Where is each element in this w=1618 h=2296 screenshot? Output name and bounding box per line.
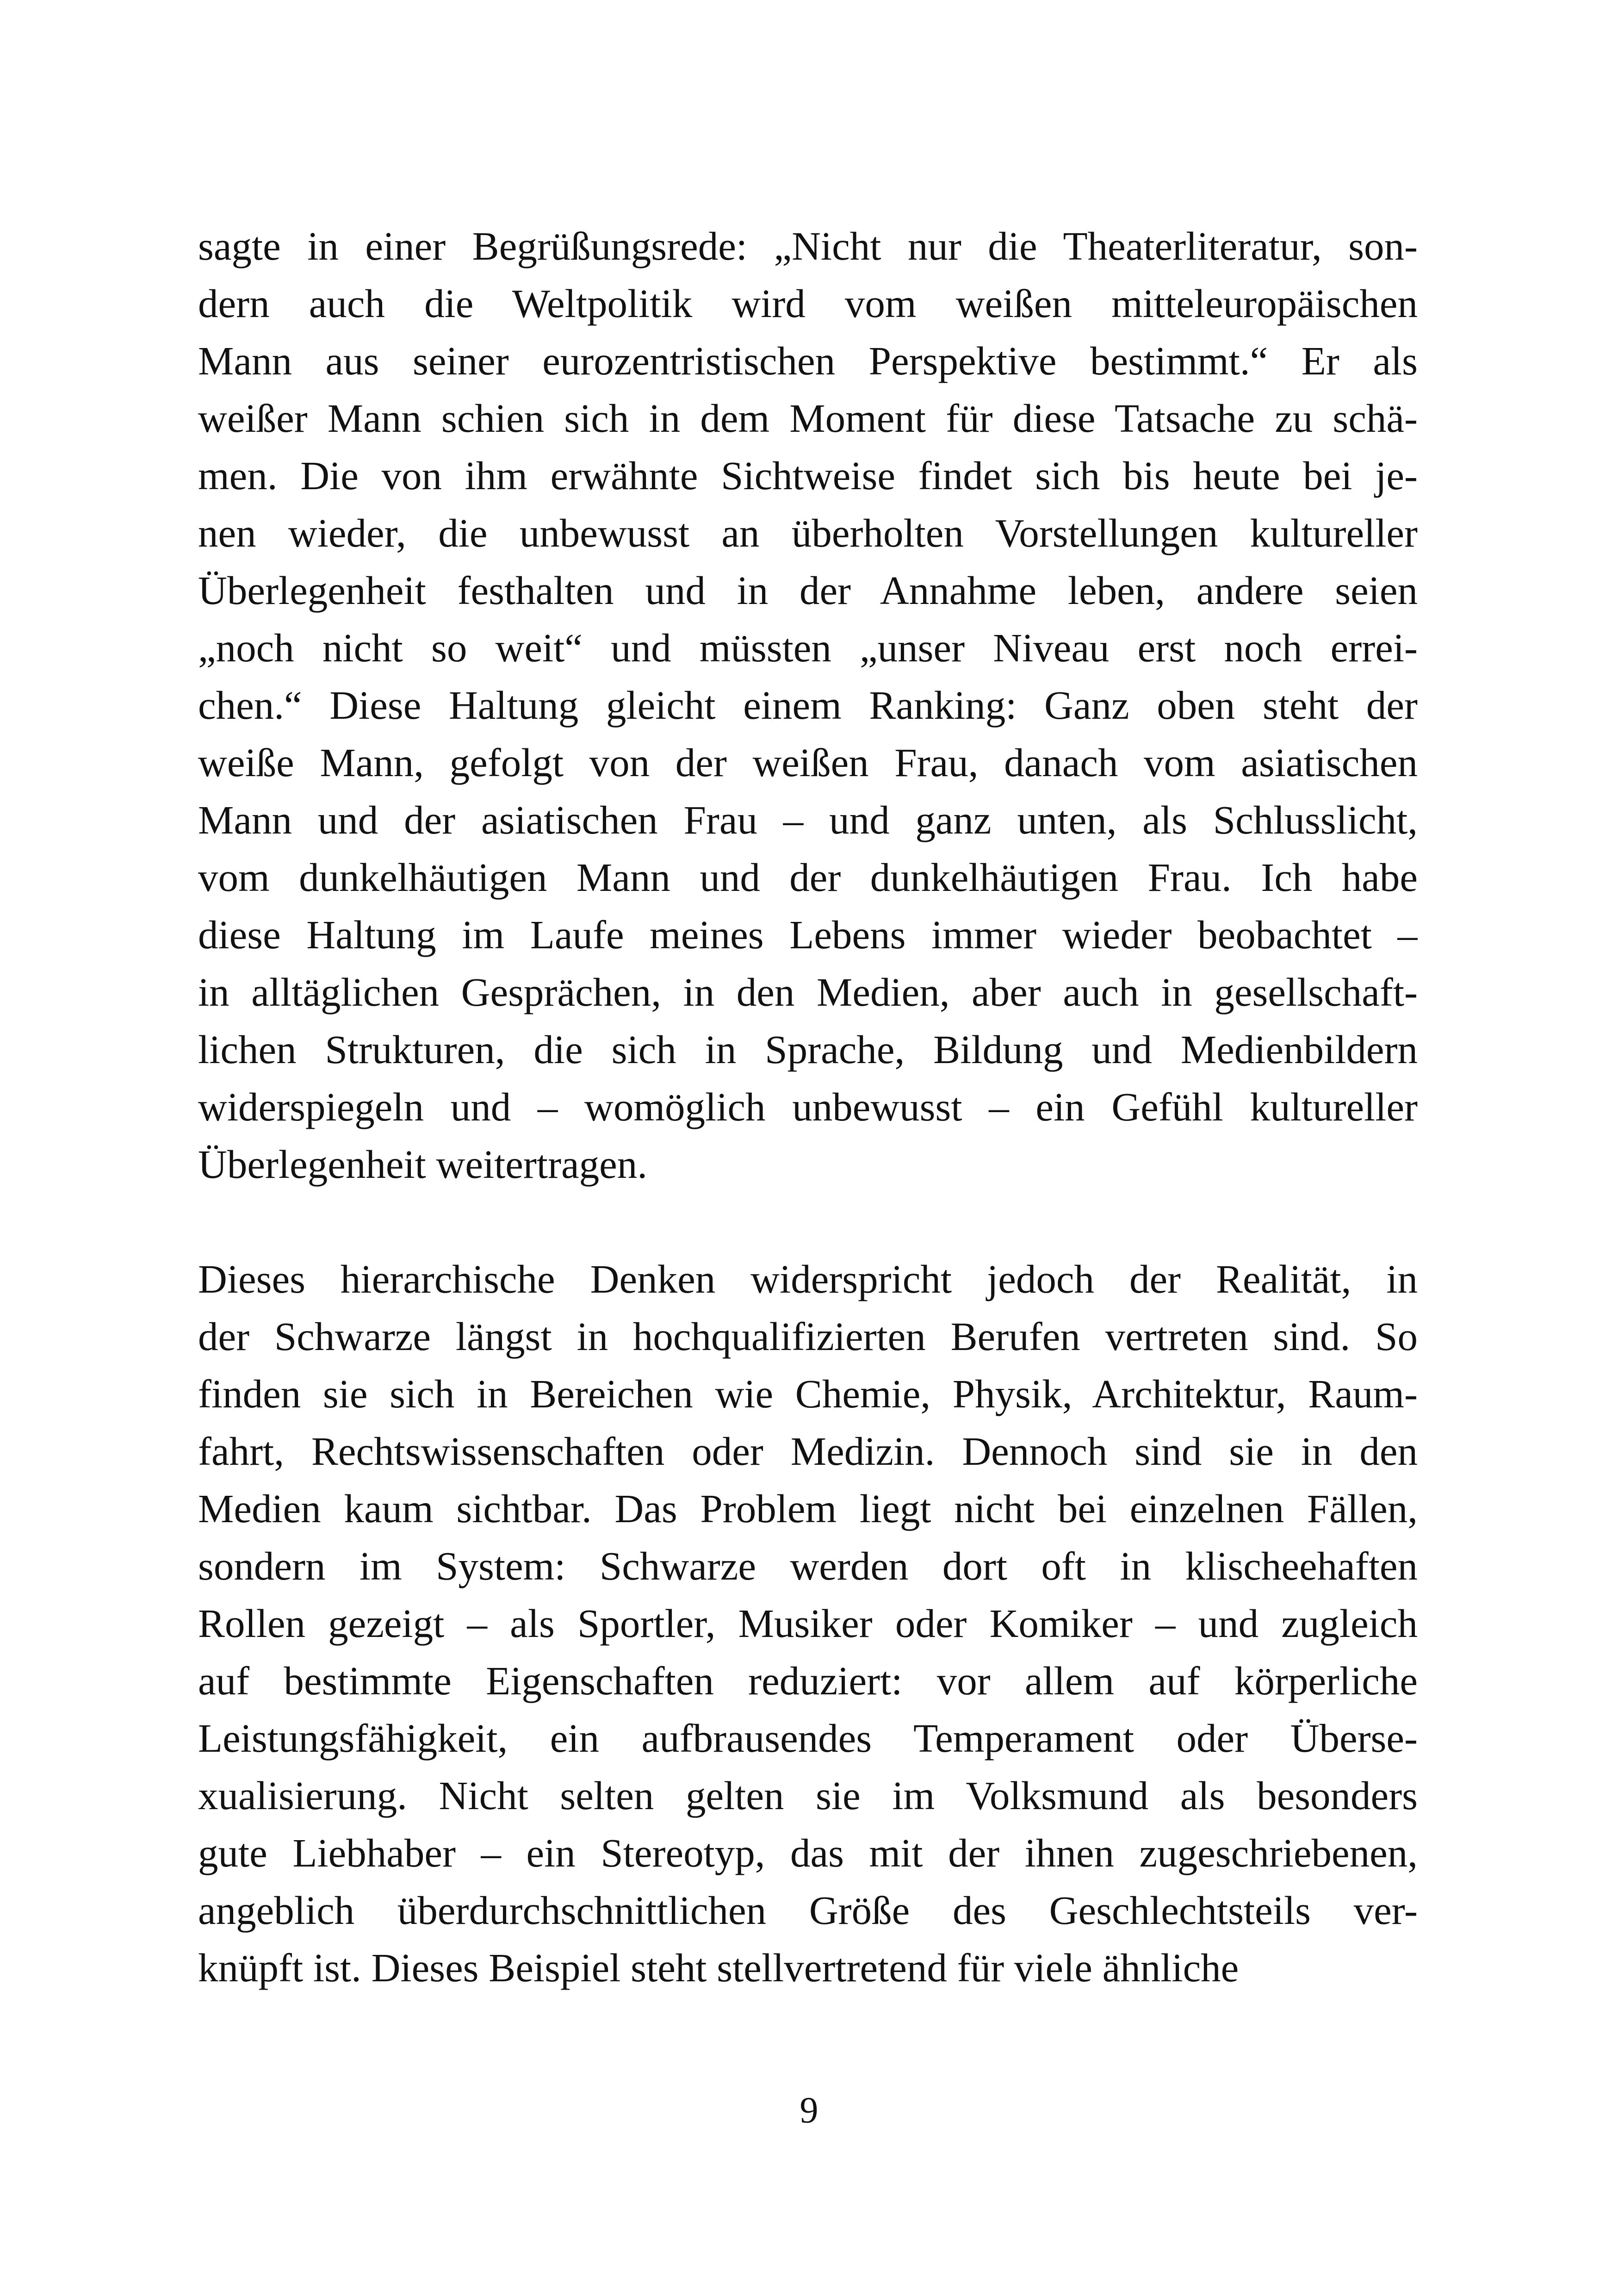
paragraph-line: men. Die von ihm erwähnte Sichtweise findet sich bis heute bei je- — [198, 453, 1418, 498]
paragraph-1 — [198, 218, 1418, 1193]
paragraph-line: Dieses hierarchische Denken widerspricht jedoch der Realität, in — [198, 1257, 1418, 1301]
paragraph-line: sondern im System: Schwarze werden dort oft in klischeehaften — [198, 1543, 1418, 1588]
paragraph-line: chen.“ Diese Haltung gleicht einem Ranking: Ganz oben steht der — [198, 683, 1418, 728]
paragraph-line: weiße Mann, gefolgt von der weißen Frau, danach vom asiatischen — [198, 740, 1418, 785]
paragraph-line: auf bestimmte Eigenschaften reduziert: vor allem auf körperliche — [198, 1658, 1418, 1703]
paragraph-line: angeblich überdurchschnittlichen Größe des Geschlechtsteils ver- — [198, 1888, 1418, 1933]
paragraph-line: nen wieder, die unbewusst an überholten Vorstellungen kultureller — [198, 510, 1418, 555]
paragraph-line: Überlegenheit weitertragen. — [198, 1142, 648, 1187]
paragraph-line: dern auch die Weltpolitik wird vom weißen mitteleuropäischen — [198, 281, 1418, 326]
paragraph-line: diese Haltung im Laufe meines Lebens immer wieder beobachtet – — [198, 912, 1418, 957]
paragraph-line: Überlegenheit festhalten und in der Annahme leben, andere seien — [198, 568, 1418, 613]
paragraph-line: sagte in einer Begrüßungsrede: „Nicht nur die Theaterliteratur, son- — [198, 224, 1418, 268]
paragraph-line: in alltäglichen Gesprächen, in den Medien, aber auch in gesellschaft- — [198, 970, 1418, 1014]
paragraph-line: xualisierung. Nicht selten gelten sie im Volksmund als besonders — [198, 1773, 1418, 1818]
paragraph-line: fahrt, Rechtswissenschaften oder Medizin. Dennoch sind sie in den — [198, 1429, 1418, 1474]
paragraph-line: weißer Mann schien sich in dem Moment für diese Tatsache zu schä- — [198, 396, 1418, 441]
paragraph-line: Mann aus seiner eurozentristischen Perspektive bestimmt.“ Er als — [198, 338, 1418, 383]
paragraph-line: knüpft ist. Dieses Beispiel steht stellvertretend für viele ähnliche — [198, 1945, 1239, 1990]
paragraph-spacer — [198, 1193, 1418, 1251]
paragraph-line: Leistungsfähigkeit, ein aufbrausendes Temperament oder Überse- — [198, 1716, 1418, 1761]
paragraph-line: Rollen gezeigt – als Sportler, Musiker oder Komiker – und zugleich — [198, 1601, 1418, 1646]
paragraph-line: finden sie sich in Bereichen wie Chemie, Physik, Architektur, Raum- — [198, 1371, 1418, 1416]
paragraph-line: „noch nicht so weit“ und müssten „unser Niveau erst noch errei- — [198, 625, 1418, 670]
paragraph-line: gute Liebhaber – ein Stereotyp, das mit der ihnen zugeschriebenen, — [198, 1830, 1418, 1875]
paragraph-line: widerspiegeln und – womöglich unbewusst – ein Gefühl kultureller — [198, 1084, 1418, 1129]
body-text — [198, 218, 1418, 1997]
paragraph-line: lichen Strukturen, die sich in Sprache, Bildung und Medienbildern — [198, 1027, 1418, 1072]
page-number: 9 — [800, 2090, 818, 2131]
paragraph-line: vom dunkelhäutigen Mann und der dunkelhäutigen Frau. Ich habe — [198, 855, 1418, 900]
paragraph-2 — [198, 1251, 1418, 1997]
paragraph-line: Medien kaum sichtbar. Das Problem liegt nicht bei einzelnen Fällen, — [198, 1486, 1418, 1531]
paragraph-line: der Schwarze längst in hochqualifizierten Berufen vertreten sind. So — [198, 1314, 1418, 1359]
paragraph-line: Mann und der asiatischen Frau – und ganz unten, als Schlusslicht, — [198, 797, 1418, 842]
